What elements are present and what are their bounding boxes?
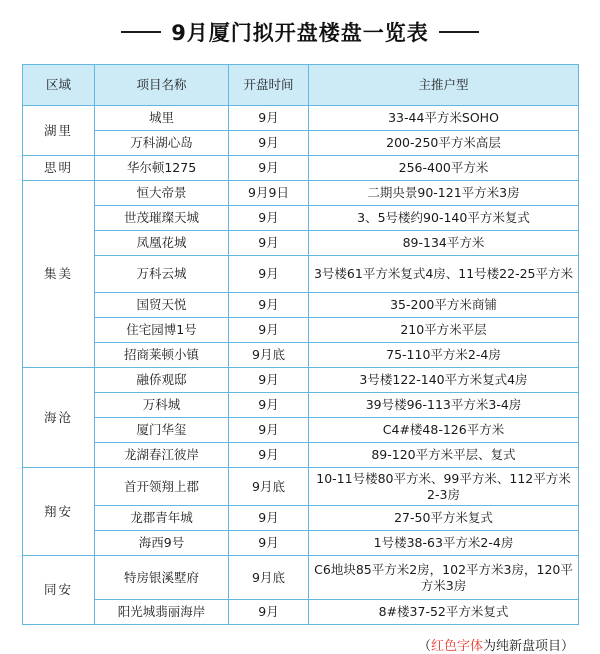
unit-type-cell: 3、5号楼约90-140平方米复式 bbox=[309, 206, 579, 231]
project-name-cell: 融侨观邸 bbox=[95, 368, 229, 393]
unit-type-cell: 二期央景90-121平方米3房 bbox=[309, 181, 579, 206]
project-name-cell: 龙湖春江彼岸 bbox=[95, 443, 229, 468]
project-name-cell: 万科城 bbox=[95, 393, 229, 418]
table-row bbox=[23, 506, 579, 531]
table-row bbox=[23, 106, 579, 131]
project-name-cell: 国贸天悦 bbox=[95, 293, 229, 318]
table-row bbox=[23, 531, 579, 556]
unit-type-cell: 256-400平方米 bbox=[309, 156, 579, 181]
footnote-suffix: 为纯新盘项目） bbox=[482, 639, 574, 654]
region-cell: 海沧 bbox=[23, 368, 95, 468]
project-name-cell: 万科湖心岛 bbox=[95, 131, 229, 156]
unit-type-cell: 3号楼61平方米复式4房、11号楼22-25平方米 bbox=[309, 256, 579, 293]
footnote-red-label: 红色字体 bbox=[430, 639, 483, 654]
unit-type-cell: C6地块85平方米2房，102平方米3房，120平方米3房 bbox=[309, 556, 579, 600]
unit-type-cell: 33-44平方米SOHO bbox=[309, 106, 579, 131]
unit-type-cell: 39号楼96-113平方米3-4房 bbox=[309, 393, 579, 418]
table-container bbox=[0, 64, 600, 625]
project-name-cell: 特房银溪墅府 bbox=[95, 556, 229, 600]
footnote-prefix: （ bbox=[417, 639, 431, 654]
project-name-cell: 凤凰花城 bbox=[95, 231, 229, 256]
open-date-cell: 9月 bbox=[229, 393, 309, 418]
open-date-cell: 9月 bbox=[229, 293, 309, 318]
table-row bbox=[23, 231, 579, 256]
table-row bbox=[23, 256, 579, 293]
page-title: 9月厦门拟开盘楼盘一览表 bbox=[171, 21, 429, 45]
page-title-row bbox=[0, 0, 600, 64]
open-date-cell: 9月 bbox=[229, 418, 309, 443]
open-date-cell: 9月 bbox=[229, 443, 309, 468]
table-row bbox=[23, 293, 579, 318]
project-name-cell: 华尔顿1275 bbox=[95, 156, 229, 181]
title-rule-left bbox=[121, 31, 161, 33]
table-header bbox=[23, 65, 579, 106]
title-rule-right bbox=[439, 31, 479, 33]
table-row bbox=[23, 343, 579, 368]
project-name-cell: 城里 bbox=[95, 106, 229, 131]
table-row bbox=[23, 600, 579, 625]
unit-type-cell: 27-50平方米复式 bbox=[309, 506, 579, 531]
open-date-cell: 9月 bbox=[229, 206, 309, 231]
open-date-cell: 9月 bbox=[229, 256, 309, 293]
open-date-cell: 9月底 bbox=[229, 343, 309, 368]
region-cell: 集美 bbox=[23, 181, 95, 368]
open-date-cell: 9月 bbox=[229, 368, 309, 393]
open-date-cell: 9月 bbox=[229, 131, 309, 156]
region-cell: 同安 bbox=[23, 556, 95, 625]
table-row bbox=[23, 318, 579, 343]
open-date-cell: 9月 bbox=[229, 106, 309, 131]
open-date-cell: 9月 bbox=[229, 318, 309, 343]
table-row bbox=[23, 443, 579, 468]
open-date-cell: 9月 bbox=[229, 600, 309, 625]
table-row bbox=[23, 556, 579, 600]
table-row bbox=[23, 156, 579, 181]
table-row bbox=[23, 131, 579, 156]
unit-type-cell: 210平方米平层 bbox=[309, 318, 579, 343]
table-row bbox=[23, 368, 579, 393]
table-row bbox=[23, 468, 579, 506]
open-date-cell: 9月9日 bbox=[229, 181, 309, 206]
unit-type-cell: C4#楼48-126平方米 bbox=[309, 418, 579, 443]
open-date-cell: 9月底 bbox=[229, 556, 309, 600]
project-name-cell: 恒大帝景 bbox=[95, 181, 229, 206]
unit-type-cell: 1号楼38-63平方米2-4房 bbox=[309, 531, 579, 556]
unit-type-cell: 3号楼122-140平方米复式4房 bbox=[309, 368, 579, 393]
project-name-cell: 厦门华玺 bbox=[95, 418, 229, 443]
project-name-cell: 首开领翔上郡 bbox=[95, 468, 229, 506]
column-header-unit-type: 主推户型 bbox=[309, 65, 579, 106]
unit-type-cell: 35-200平方米商铺 bbox=[309, 293, 579, 318]
unit-type-cell: 89-134平方米 bbox=[309, 231, 579, 256]
project-name-cell: 海西9号 bbox=[95, 531, 229, 556]
table-row bbox=[23, 206, 579, 231]
region-cell: 湖里 bbox=[23, 106, 95, 156]
column-header-region: 区域 bbox=[23, 65, 95, 106]
column-header-open-date: 开盘时间 bbox=[229, 65, 309, 106]
column-header-project-name: 项目名称 bbox=[95, 65, 229, 106]
project-name-cell: 招商莱顿小镇 bbox=[95, 343, 229, 368]
table-row bbox=[23, 418, 579, 443]
open-date-cell: 9月 bbox=[229, 156, 309, 181]
unit-type-cell: 89-120平方米平层、复式 bbox=[309, 443, 579, 468]
open-date-cell: 9月 bbox=[229, 531, 309, 556]
property-listing-table bbox=[22, 64, 579, 625]
project-name-cell: 世茂璀璨天城 bbox=[95, 206, 229, 231]
unit-type-cell: 10-11号楼80平方米、99平方米、112平方米2-3房 bbox=[309, 468, 579, 506]
project-name-cell: 阳光城翡丽海岸 bbox=[95, 600, 229, 625]
project-name-cell: 龙郡青年城 bbox=[95, 506, 229, 531]
table-row bbox=[23, 393, 579, 418]
open-date-cell: 9月底 bbox=[229, 468, 309, 506]
footnote bbox=[0, 625, 600, 654]
table-body bbox=[23, 106, 579, 625]
project-name-cell: 住宅园博1号 bbox=[95, 318, 229, 343]
unit-type-cell: 8#楼37-52平方米复式 bbox=[309, 600, 579, 625]
open-date-cell: 9月 bbox=[229, 231, 309, 256]
table-row bbox=[23, 181, 579, 206]
project-name-cell: 万科云城 bbox=[95, 256, 229, 293]
region-cell: 翔安 bbox=[23, 468, 95, 556]
unit-type-cell: 75-110平方米2-4房 bbox=[309, 343, 579, 368]
unit-type-cell: 200-250平方米高层 bbox=[309, 131, 579, 156]
region-cell: 思明 bbox=[23, 156, 95, 181]
table-header-row bbox=[23, 65, 579, 106]
open-date-cell: 9月 bbox=[229, 506, 309, 531]
